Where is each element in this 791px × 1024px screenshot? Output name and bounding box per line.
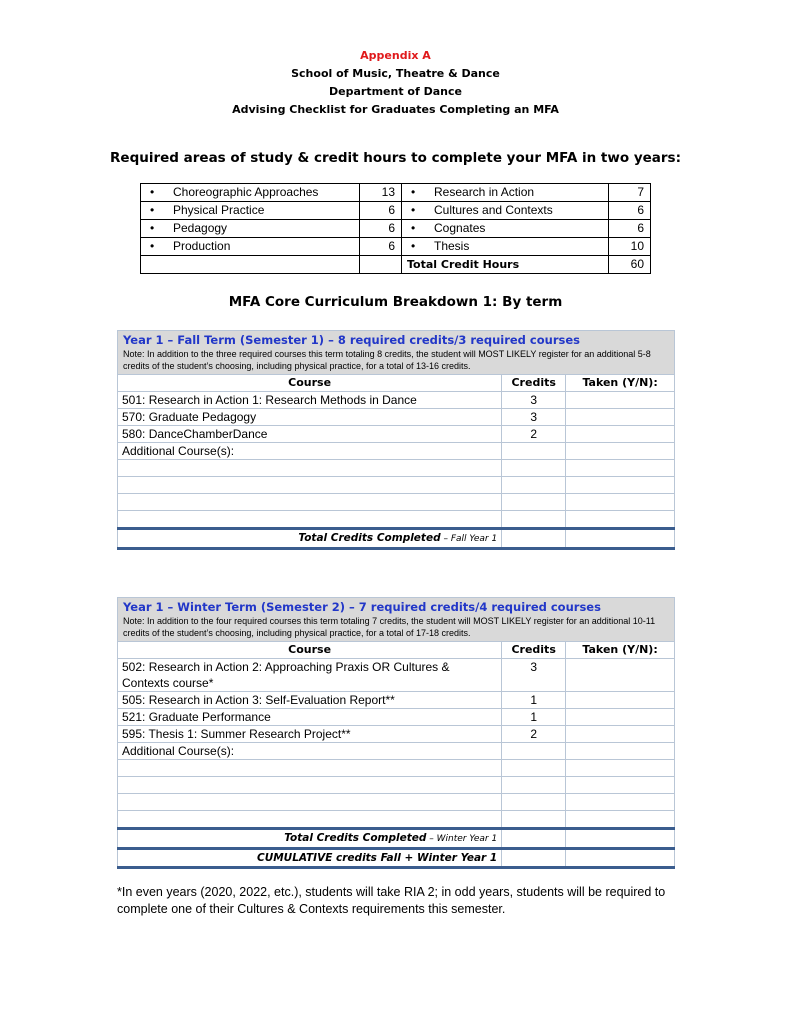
total-credits-label: Total Credits Completed – Winter Year 1 — [118, 829, 502, 849]
course-name: 521: Graduate Performance — [118, 709, 502, 726]
area-cell: • Pedagogy — [141, 220, 360, 238]
taken-cell[interactable] — [566, 443, 675, 460]
table-row — [118, 726, 675, 743]
blank-row — [118, 511, 675, 529]
blank-row — [118, 794, 675, 811]
course-name: 595: Thesis 1: Summer Research Project** — [118, 726, 502, 743]
cumulative-credits-label: CUMULATIVE credits Fall + Winter Year 1 — [118, 849, 502, 868]
blank-row — [118, 494, 675, 511]
empty-cell — [141, 256, 360, 274]
course-cell[interactable] — [118, 794, 502, 811]
hours-cell: 7 — [609, 184, 651, 202]
credits-cell[interactable] — [502, 743, 566, 760]
taken-cell[interactable] — [566, 426, 675, 443]
credits-column-header: Credits — [502, 642, 566, 659]
course-cell[interactable] — [118, 811, 502, 829]
document-header — [0, 47, 791, 119]
credits-column-header: Credits — [502, 375, 566, 392]
appendix-label: Appendix A — [360, 49, 431, 62]
total-credits-cell[interactable] — [502, 829, 566, 849]
course-column-header: Course — [118, 375, 502, 392]
hours-cell: 6 — [360, 220, 402, 238]
taken-cell[interactable] — [566, 692, 675, 709]
hours-cell: 6 — [360, 238, 402, 256]
area-cell: • Research in Action — [402, 184, 609, 202]
course-column-header: Course — [118, 642, 502, 659]
table-row — [141, 220, 651, 238]
hours-cell: 6 — [609, 202, 651, 220]
taken-cell[interactable] — [566, 409, 675, 426]
hours-cell: 13 — [360, 184, 402, 202]
blank-row — [118, 460, 675, 477]
course-credits: 3 — [502, 659, 566, 692]
area-cell: • Choreographic Approaches — [141, 184, 360, 202]
taken-cell[interactable] — [566, 743, 675, 760]
credits-cell[interactable] — [502, 777, 566, 794]
credits-cell[interactable] — [502, 794, 566, 811]
term-title: Year 1 – Fall Term (Semester 1) – 8 required credits/3 required courses — [123, 333, 580, 347]
credits-cell[interactable] — [502, 811, 566, 829]
course-cell[interactable] — [118, 477, 502, 494]
course-cell[interactable] — [118, 777, 502, 794]
table-row — [141, 184, 651, 202]
area-cell: • Cognates — [402, 220, 609, 238]
credits-cell[interactable] — [502, 460, 566, 477]
column-header-row — [118, 642, 675, 659]
course-name: 580: DanceChamberDance — [118, 426, 502, 443]
taken-cell[interactable] — [566, 811, 675, 829]
course-credits: 2 — [502, 426, 566, 443]
hours-cell: 6 — [360, 202, 402, 220]
taken-cell[interactable] — [566, 709, 675, 726]
total-credit-hours-value: 60 — [609, 256, 651, 274]
term-note: Note: In addition to the three required courses this term totaling 8 credits, the student will MOST LIKELY register for an additional 5-8 credits of the student’s choosing, including physical practice, for a total of 13-16 credits. — [123, 349, 651, 371]
term-header-row — [118, 331, 675, 375]
course-credits: 3 — [502, 392, 566, 409]
taken-cell[interactable] — [566, 777, 675, 794]
fall-term-table — [117, 330, 675, 550]
table-row — [118, 709, 675, 726]
credits-cell[interactable] — [502, 760, 566, 777]
checklist-title: Advising Checklist for Graduates Completing an MFA — [232, 103, 559, 116]
course-name: 501: Research in Action 1: Research Methods in Dance — [118, 392, 502, 409]
table-row — [141, 238, 651, 256]
table-row — [118, 392, 675, 409]
blank-row — [118, 760, 675, 777]
table-row — [118, 426, 675, 443]
total-credits-label: Total Credits Completed – Fall Year 1 — [118, 529, 502, 549]
total-row — [118, 829, 675, 849]
course-cell[interactable] — [118, 460, 502, 477]
taken-column-header: Taken (Y/N): — [566, 642, 675, 659]
taken-cell[interactable] — [566, 477, 675, 494]
course-name: 505: Research in Action 3: Self-Evaluation Report** — [118, 692, 502, 709]
term-note: Note: In addition to the four required courses this term totaling 7 credits, the student will MOST LIKELY register for an additional 10-11 credits of the student’s choosing, including physical practice, for a total of 17-18 credits. — [123, 616, 656, 638]
total-row — [118, 529, 675, 549]
credits-cell[interactable] — [502, 511, 566, 529]
school-name: School of Music, Theatre & Dance — [291, 67, 500, 80]
taken-cell[interactable] — [566, 511, 675, 529]
total-credits-cell[interactable] — [502, 529, 566, 549]
column-header-row — [118, 375, 675, 392]
course-credits: 1 — [502, 709, 566, 726]
required-areas-title: Required areas of study & credit hours to complete your MFA in two years: — [110, 150, 681, 166]
blank-row — [118, 477, 675, 494]
course-name: 502: Research in Action 2: Approaching Praxis OR Cultures & Contexts course* — [118, 659, 502, 692]
course-cell[interactable] — [118, 511, 502, 529]
winter-term-table — [117, 597, 675, 869]
area-cell: • Physical Practice — [141, 202, 360, 220]
area-cell: • Production — [141, 238, 360, 256]
breakdown-title: MFA Core Curriculum Breakdown 1: By term — [228, 294, 563, 310]
table-row — [118, 743, 675, 760]
course-credits: 3 — [502, 409, 566, 426]
cumulative-credits-cell[interactable] — [502, 849, 566, 868]
hours-cell: 10 — [609, 238, 651, 256]
term-title: Year 1 – Winter Term (Semester 2) – 7 required credits/4 required courses — [123, 600, 601, 614]
taken-cell[interactable] — [566, 794, 675, 811]
blank-row — [118, 777, 675, 794]
total-credit-hours-label: Total Credit Hours — [402, 256, 609, 274]
hours-cell: 6 — [609, 220, 651, 238]
total-row — [141, 256, 651, 274]
term-header-row — [118, 598, 675, 642]
table-row — [118, 409, 675, 426]
course-name: 570: Graduate Pedagogy — [118, 409, 502, 426]
term-header — [118, 598, 675, 642]
footnote: *In even years (2020, 2022, etc.), students will take RIA 2; in odd years, students will be required to complete one of their Cultures & Contexts requirements this semester. — [117, 885, 666, 916]
blank-row — [118, 811, 675, 829]
cumulative-row — [118, 849, 675, 868]
credits-cell[interactable] — [502, 477, 566, 494]
total-taken-cell[interactable] — [566, 529, 675, 549]
course-cell[interactable] — [118, 760, 502, 777]
taken-cell[interactable] — [566, 460, 675, 477]
table-row — [118, 443, 675, 460]
taken-cell[interactable] — [566, 726, 675, 743]
table-row — [141, 202, 651, 220]
taken-cell[interactable] — [566, 494, 675, 511]
required-areas-table — [140, 183, 651, 274]
course-cell[interactable] — [118, 494, 502, 511]
cumulative-taken-cell[interactable] — [566, 849, 675, 868]
additional-courses-label: Additional Course(s): — [118, 443, 502, 460]
taken-cell[interactable] — [566, 760, 675, 777]
taken-cell[interactable] — [566, 392, 675, 409]
credits-cell[interactable] — [502, 494, 566, 511]
table-row — [118, 692, 675, 709]
area-cell: • Cultures and Contexts — [402, 202, 609, 220]
taken-column-header: Taken (Y/N): — [566, 375, 675, 392]
area-cell: • Thesis — [402, 238, 609, 256]
credits-cell[interactable] — [502, 443, 566, 460]
department-name: Department of Dance — [329, 85, 462, 98]
taken-cell[interactable] — [566, 659, 675, 692]
additional-courses-label: Additional Course(s): — [118, 743, 502, 760]
table-row — [118, 659, 675, 692]
total-taken-cell[interactable] — [566, 829, 675, 849]
course-credits: 2 — [502, 726, 566, 743]
term-header — [118, 331, 675, 375]
empty-cell — [360, 256, 402, 274]
course-credits: 1 — [502, 692, 566, 709]
